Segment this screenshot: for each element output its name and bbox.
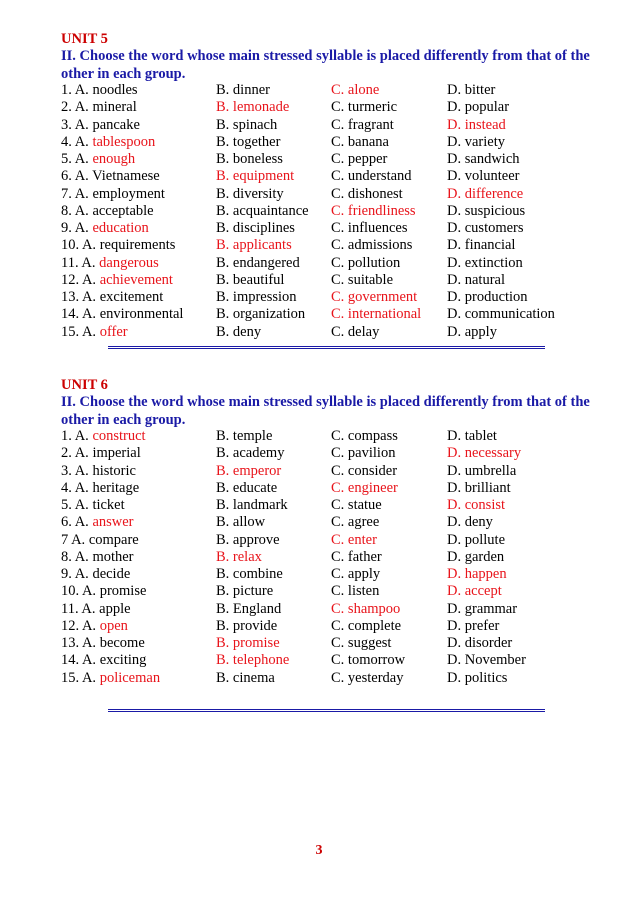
question-number: 9. (61, 220, 72, 236)
option-c: C. delay (331, 323, 380, 340)
question-number: 5. (61, 151, 72, 167)
option-c: C. tomorrow (331, 652, 406, 669)
option-b: B. England (216, 600, 282, 617)
question-row (61, 255, 621, 272)
question-number: 10. (61, 237, 80, 254)
option-b: B. endangered (216, 254, 300, 271)
option-a: 7 A. compare (61, 531, 139, 548)
answer-option-b: B. emperor (216, 462, 282, 479)
question-number: 2. (61, 445, 72, 462)
option-a: 14. A. exciting (61, 652, 147, 669)
question-row (61, 670, 621, 687)
option-d: D. pollute (447, 531, 506, 548)
option-d: D. popular (447, 99, 510, 116)
option-b: B. together (216, 133, 281, 150)
question-row (61, 445, 621, 462)
option-b: B. cinema (216, 669, 275, 686)
answer-option-b: B. telephone (216, 652, 290, 669)
option-a: 2. A. mineral (61, 99, 137, 116)
option-d: D. suspicious (447, 202, 526, 219)
option-c: C. compass (331, 428, 398, 444)
question-row (61, 306, 621, 323)
answer-option-a: 11. A. dangerous (61, 254, 159, 271)
option-d: D. sandwich (447, 151, 520, 167)
option-d: D. variety (447, 133, 505, 150)
answer-option-a: 12. A. achievement (61, 271, 173, 288)
option-b: B. disciplines (216, 220, 295, 236)
option-b: B. impression (216, 289, 297, 305)
question-number: 15. (61, 669, 80, 686)
option-b: B. landmark (216, 497, 288, 513)
option-d: D. tablet (447, 428, 497, 444)
answer-option-c: C. engineer (331, 479, 398, 496)
option-b: B. diversity (216, 185, 284, 202)
option-b: B. academy (216, 445, 285, 462)
answer-option-c: C. friendliness (331, 202, 416, 219)
question-number: 12. (61, 617, 80, 634)
question-row (61, 497, 621, 514)
answer-option-b: B. equipment (216, 168, 295, 185)
answer-option-b: B. relax (216, 548, 262, 565)
question-number: 11. (61, 600, 79, 617)
question-number: 14. (61, 652, 80, 669)
question-row (61, 566, 621, 583)
option-d: D. production (447, 289, 528, 305)
question-row (61, 532, 621, 549)
answer-option-c: C. enter (331, 531, 377, 548)
question-row (61, 117, 621, 134)
question-row (61, 583, 621, 600)
option-c: C. banana (331, 133, 389, 150)
question-number: 7. (61, 185, 72, 202)
question-list (61, 428, 621, 687)
question-number: 9. (61, 566, 72, 582)
question-row (61, 220, 621, 237)
option-c: C. pepper (331, 151, 388, 167)
question-row (61, 428, 621, 445)
question-number: 2. (61, 99, 72, 116)
option-a: 8. A. acceptable (61, 202, 154, 219)
instruction-text: II. Choose the word whose main stressed syllable is placed differently from that of the other in each group. (61, 394, 590, 428)
answer-option-d: D. necessary (447, 445, 522, 462)
question-number: 5. (61, 497, 72, 513)
option-c: C. yesterday (331, 669, 404, 686)
question-row (61, 514, 621, 531)
answer-option-c: C. shampoo (331, 600, 401, 617)
question-row (61, 151, 621, 168)
option-d: D. deny (447, 514, 493, 531)
option-d: D. natural (447, 271, 505, 288)
option-c: C. pollution (331, 254, 401, 271)
option-b: B. educate (216, 479, 278, 496)
question-row (61, 618, 621, 635)
question-row (61, 203, 621, 220)
answer-option-d: D. difference (447, 185, 524, 202)
question-number: 14. (61, 306, 80, 323)
option-c: C. fragrant (331, 116, 394, 133)
option-b: B. combine (216, 566, 283, 582)
answer-option-c: C. alone (331, 82, 380, 98)
question-row (61, 549, 621, 566)
answer-option-d: D. instead (447, 116, 506, 133)
question-number: 1. (61, 82, 72, 98)
option-c: C. admissions (331, 237, 413, 254)
option-a: 10. A. promise (61, 583, 147, 600)
question-row (61, 652, 621, 669)
option-c: C. apply (331, 566, 381, 582)
option-c: C. agree (331, 514, 380, 531)
option-a: 2. A. imperial (61, 445, 141, 462)
question-row (61, 82, 621, 99)
option-b: B. temple (216, 428, 273, 444)
option-a: 7. A. employment (61, 185, 165, 202)
option-d: D. garden (447, 548, 505, 565)
option-d: D. umbrella (447, 462, 517, 479)
option-c: C. suitable (331, 271, 394, 288)
option-d: D. brilliant (447, 479, 511, 496)
option-b: B. deny (216, 323, 262, 340)
question-row (61, 289, 621, 306)
option-a: 3. A. historic (61, 462, 136, 479)
question-number: 11. (61, 254, 79, 271)
answer-option-c: C. government (331, 289, 418, 305)
option-a: 4. A. heritage (61, 479, 140, 496)
option-b: B. picture (216, 583, 274, 600)
question-number: 6. (61, 168, 72, 185)
answer-option-a: 9. A. education (61, 220, 149, 236)
question-number: 3. (61, 462, 72, 479)
section-divider (108, 346, 545, 349)
option-d: D. volunteer (447, 168, 520, 185)
question-row (61, 99, 621, 116)
question-number: 15. (61, 323, 80, 340)
question-number: 4. (61, 479, 72, 496)
option-d: D. apply (447, 323, 497, 340)
answer-option-b: B. applicants (216, 237, 292, 254)
question-number: 12. (61, 271, 80, 288)
option-d: D. customers (447, 220, 524, 236)
option-c: C. suggest (331, 635, 392, 651)
answer-option-a: 6. A. answer (61, 514, 134, 531)
answer-option-a: 4. A. tablespoon (61, 133, 156, 150)
question-number: 13. (61, 289, 80, 305)
question-number: 8. (61, 548, 72, 565)
option-d: D. extinction (447, 254, 523, 271)
option-b: B. allow (216, 514, 266, 531)
question-number: 7 (61, 531, 69, 548)
option-d: D. financial (447, 237, 516, 254)
answer-option-d: D. happen (447, 566, 507, 582)
option-b: B. acquaintance (216, 202, 309, 219)
answer-option-b: B. lemonade (216, 99, 290, 116)
question-number: 1. (61, 428, 72, 444)
instruction-text: II. Choose the word whose main stressed syllable is placed differently from that of the other in each group. (61, 48, 590, 82)
option-c: C. pavilion (331, 445, 396, 462)
option-b: B. provide (216, 617, 278, 634)
question-row (61, 186, 621, 203)
answer-option-a: 15. A. policeman (61, 669, 161, 686)
option-c: C. influences (331, 220, 408, 236)
option-c: C. consider (331, 462, 398, 479)
option-b: B. dinner (216, 82, 270, 98)
option-a: 3. A. pancake (61, 116, 140, 133)
question-row (61, 168, 621, 185)
option-a: 1. A. noodles (61, 82, 138, 98)
option-d: D. grammar (447, 600, 518, 617)
question-number: 8. (61, 202, 72, 219)
option-a: 9. A. decide (61, 566, 131, 582)
answer-option-a: 1. A. construct (61, 428, 146, 444)
option-d: D. bitter (447, 82, 496, 98)
question-row (61, 480, 621, 497)
answer-option-a: 15. A. offer (61, 323, 128, 340)
option-a: 11. A. apple (61, 600, 131, 617)
option-a: 13. A. excitement (61, 289, 164, 305)
option-b: B. spinach (216, 116, 278, 133)
question-row (61, 635, 621, 652)
option-a: 13. A. become (61, 635, 145, 651)
question-number: 6. (61, 514, 72, 531)
option-d: D. communication (447, 306, 555, 323)
option-b: B. boneless (216, 151, 283, 167)
answer-option-a: 12. A. open (61, 617, 128, 634)
option-a: 10. A. requirements (61, 237, 176, 254)
question-row (61, 237, 621, 254)
option-b: B. organization (216, 306, 306, 323)
option-c: C. dishonest (331, 185, 403, 202)
unit-heading: UNIT 5 (61, 31, 108, 47)
page-number: 3 (315, 843, 323, 858)
question-number: 4. (61, 133, 72, 150)
option-c: C. listen (331, 583, 380, 600)
answer-option-d: D. consist (447, 497, 506, 513)
option-d: D. prefer (447, 617, 500, 634)
question-number: 13. (61, 635, 80, 651)
option-b: B. beautiful (216, 271, 285, 288)
question-row (61, 601, 621, 618)
answer-option-a: 5. A. enough (61, 151, 136, 167)
question-row (61, 272, 621, 289)
option-d: D. November (447, 652, 526, 669)
option-b: B. approve (216, 531, 280, 548)
option-a: 6. A. Vietnamese (61, 168, 160, 185)
question-number: 3. (61, 116, 72, 133)
unit-heading: UNIT 6 (61, 377, 108, 393)
question-row (61, 324, 621, 341)
answer-option-b: B. promise (216, 635, 280, 651)
option-d: D. disorder (447, 635, 513, 651)
option-c: C. complete (331, 617, 402, 634)
section-divider (108, 709, 545, 712)
option-c: C. turmeric (331, 99, 398, 116)
option-a: 8. A. mother (61, 548, 134, 565)
option-a: 14. A. environmental (61, 306, 184, 323)
question-number: 10. (61, 583, 80, 600)
option-d: D. politics (447, 669, 508, 686)
question-list (61, 82, 621, 341)
answer-option-c: C. international (331, 306, 422, 323)
option-a: 5. A. ticket (61, 497, 125, 513)
option-c: C. statue (331, 497, 382, 513)
option-c: C. father (331, 548, 382, 565)
question-row (61, 134, 621, 151)
question-row (61, 463, 621, 480)
answer-option-d: D. accept (447, 583, 502, 600)
option-c: C. understand (331, 168, 412, 185)
